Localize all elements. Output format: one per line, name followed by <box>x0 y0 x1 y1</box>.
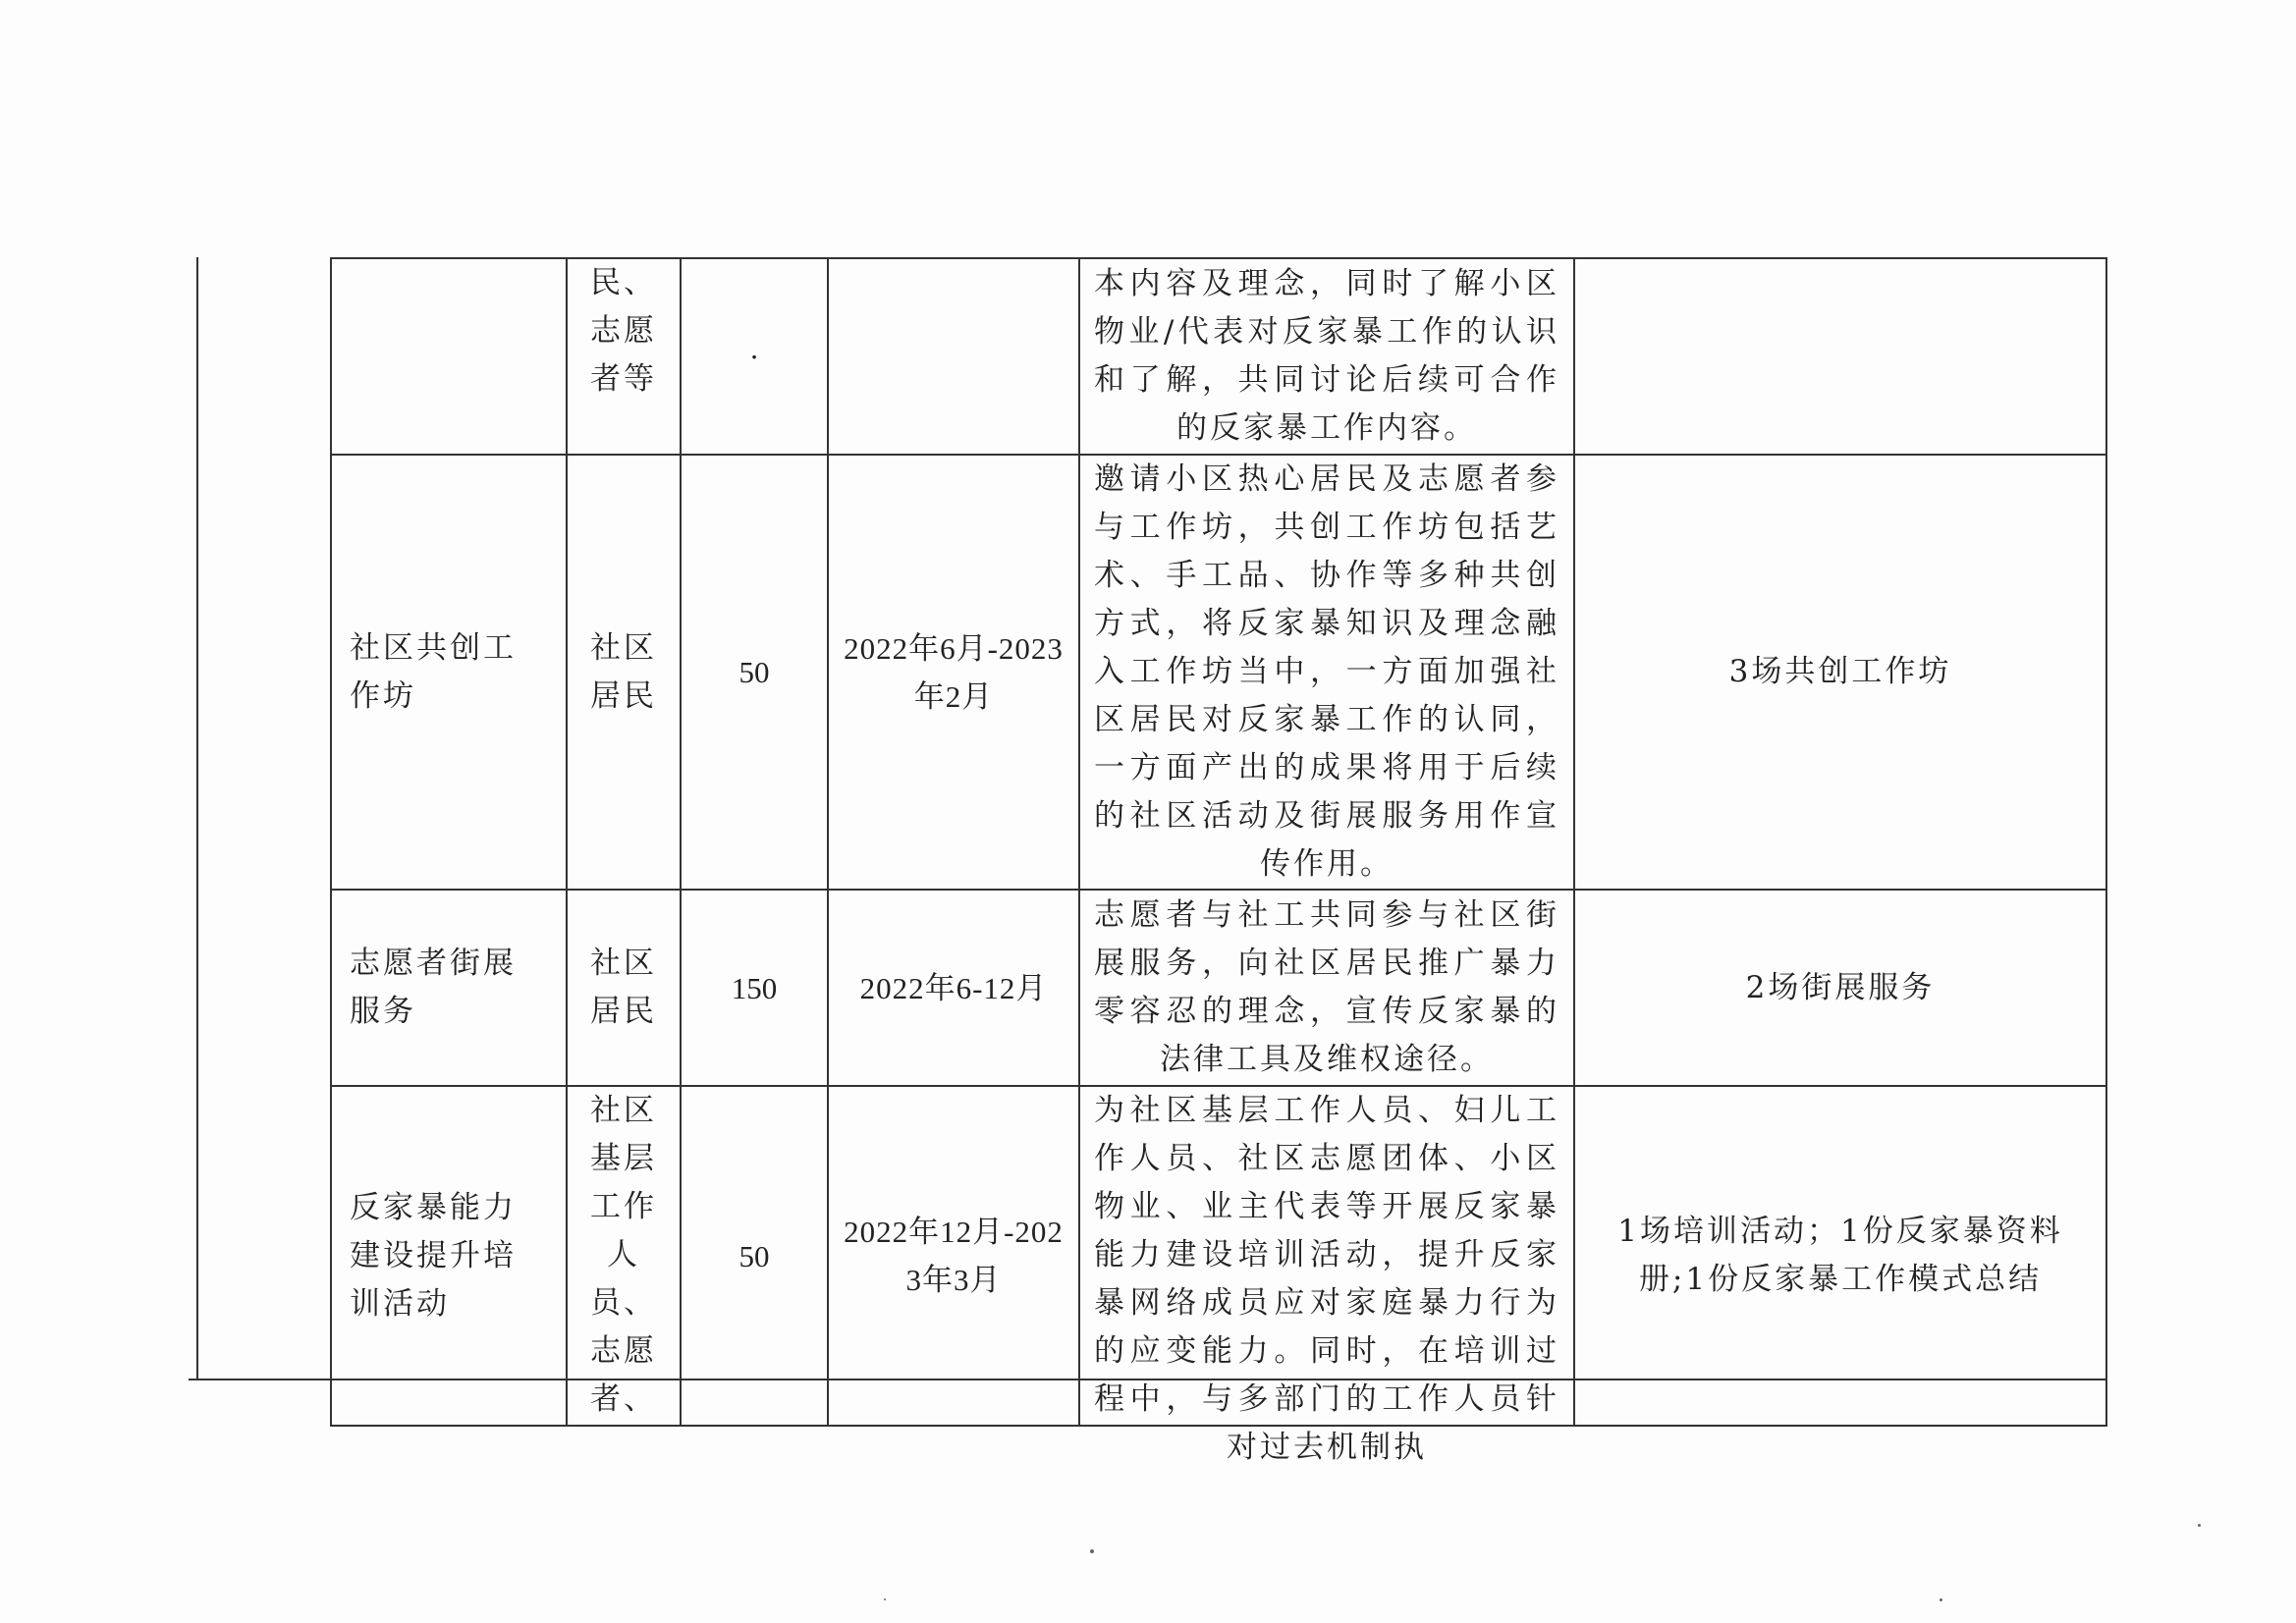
participant-count-cell: 50 <box>681 1086 828 1426</box>
target-group-cell: 社区居民 <box>567 455 681 890</box>
table-row <box>331 890 2106 1086</box>
target-group-text: 民、志愿者等 <box>590 265 657 397</box>
target-group-cell <box>567 258 681 455</box>
participant-count-cell: 50 <box>681 455 828 890</box>
activity-name-cell: 反家暴能力建设提升培训活动 <box>331 1086 567 1426</box>
activity-output-cell <box>1574 258 2106 455</box>
time-period-cell: 2022年6月-2023年2月 <box>828 455 1079 890</box>
scan-speck <box>884 1598 886 1600</box>
target-group-text: 社区基层工作人员、志愿者、 <box>590 1093 657 1417</box>
activity-output-cell: 2场街展服务 <box>1574 890 2106 1086</box>
time-period-cell <box>828 258 1079 455</box>
scan-speck <box>1940 1598 1942 1601</box>
activity-name-cell: 社区共创工作坊 <box>331 455 567 890</box>
activity-content-text: 为社区基层工作人员、妇儿工作人员、社区志愿团体、小区物业、业主代表等开展反家暴能力建设培训活动，提升反家暴网络成员应对家庭暴力行为的应变能力。同时，在培训过程中，与多部门的工作人员针对过去机制执 <box>1094 1093 1559 1465</box>
activity-name-cell: 志愿者街展服务 <box>331 890 567 1086</box>
outer-left-border <box>196 257 198 1379</box>
target-group-cell <box>567 1086 681 1426</box>
table-row <box>331 1086 2106 1426</box>
time-period-cell: 2022年12月-2023年3月 <box>828 1086 1079 1426</box>
participant-count-cell: 150 <box>681 890 828 1086</box>
activity-content-cell: 志愿者与社工共同参与社区街展服务，向社区居民推广暴力零容忍的理念，宣传反家暴的法律工具及维权途径。 <box>1079 890 1574 1086</box>
activity-table-frame <box>189 257 2105 1465</box>
activity-output-cell: 3场共创工作坊 <box>1574 455 2106 890</box>
scan-speck <box>1090 1549 1094 1553</box>
table-row <box>331 455 2106 890</box>
activity-content-cell <box>1079 1086 1574 1465</box>
scan-speck <box>2198 1524 2201 1527</box>
activity-output-cell: 1场培训活动；1份反家暴资料册;1份反家暴工作模式总结 <box>1574 1086 2106 1426</box>
activity-table <box>330 257 2107 1465</box>
table-row <box>331 258 2106 455</box>
activity-name-cell <box>331 258 567 455</box>
participant-count-text: · <box>748 339 760 374</box>
activity-content-cell: 本内容及理念，同时了解小区物业/代表对反家暴工作的认识和了解，共同讨论后续可合作的反家暴工作内容。 <box>1079 258 1574 455</box>
time-period-cell: 2022年6-12月 <box>828 890 1079 1086</box>
activity-content-cell: 邀请小区热心居民及志愿者参与工作坊，共创工作坊包括艺术、手工品、协作等多种共创方式，将反家暴知识及理念融入工作坊当中，一方面加强社区居民对反家暴工作的认同，一方面产出的成果将用于后续的社区活动及街展服务用作宣传作用。 <box>1079 455 1574 890</box>
participant-count-cell <box>681 258 828 455</box>
target-group-cell: 社区居民 <box>567 890 681 1086</box>
